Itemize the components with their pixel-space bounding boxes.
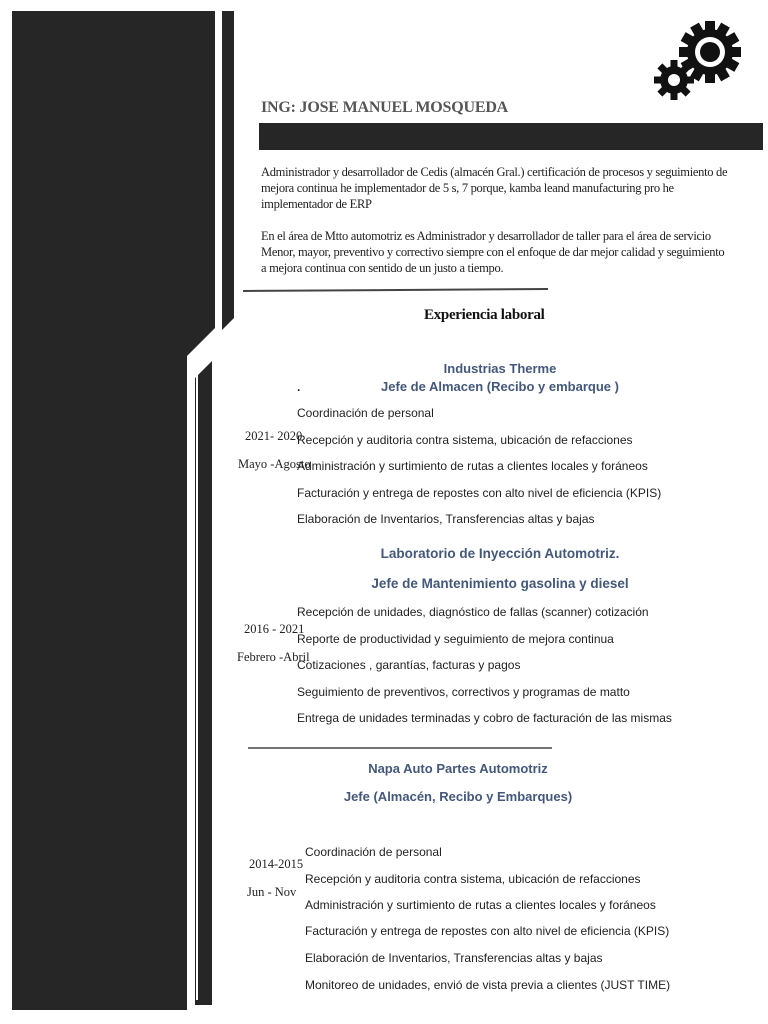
job-1-duty-5: Elaboración de Inventarios, Transferencias altas y bajas: [297, 512, 595, 526]
summary-divider: [243, 289, 548, 291]
job-2-duty-1: Recepción de unidades, diagnóstico de fallas (scanner) cotización: [297, 605, 649, 619]
job-1-bullet: .: [297, 380, 301, 394]
job-3-duty-2: Recepción y auditoria contra sistema, ubicación de refacciones: [305, 872, 641, 886]
job-1-duty-3: Administración y surtimiento de rutas a clientes locales y foráneos: [297, 459, 648, 473]
job-2-years: 2016 - 2021: [244, 622, 305, 636]
job-1-duty-1: Coordinación de personal: [297, 406, 434, 420]
job-3-duty-1: Coordinación de personal: [305, 845, 442, 859]
job-2-role: Jefe de Mantenimiento gasolina y diesel: [371, 576, 629, 591]
job-1-company: Industrias Therme: [443, 361, 557, 376]
job-1-months: Mayo -Agosto: [238, 457, 311, 471]
job-3-duty-3: Administración y surtimiento de rutas a clientes locales y foráneos: [305, 898, 656, 912]
job-2-duty-2: Reporte de productividad y seguimiento de mejora continua: [297, 632, 614, 646]
job-3-months: Jun - Nov: [247, 885, 297, 899]
top-vertical-strip: [222, 11, 234, 330]
job-1-duty-4: Facturación y entrega de repostes con alto nivel de eficiencia (KPIS): [297, 486, 662, 500]
job-3-years: 2014-2015: [249, 857, 304, 871]
name-bar: [259, 123, 763, 150]
summary-paragraph-2: En el área de Mtto automotriz es Administrador y desarrollador de taller para el área de servicio Menor, mayor, preventivo y correctivo siempre con el enfoque de dar mejor calidad y seguimiento a mejora continua con sentido de un justo a tiempo.: [261, 229, 725, 275]
section-title: Experiencia laboral: [424, 307, 545, 323]
job-2-duty-5: Entrega de unidades terminadas y cobro de facturación de las mismas: [297, 711, 672, 725]
job-1-role: Jefe de Almacen (Recibo y embarque ): [381, 379, 619, 394]
job-3-duty-5: Elaboración de Inventarios, Transferencias altas y bajas: [305, 951, 603, 965]
job-3-role: Jefe (Almacén, Recibo y Embarques): [343, 789, 573, 804]
job-2-duty-4: Seguimiento de preventivos, correctivos y programas de matto: [297, 685, 630, 699]
left-dark-panel: [12, 11, 215, 1010]
job-1-years: 2021- 2020: [245, 429, 303, 443]
job-3-duty-4: Facturación y entrega de repostes con alto nivel de eficiencia (KPIS): [305, 924, 670, 938]
job-2-months: Febrero -Abril: [237, 650, 310, 664]
job-2-duty-3: Cotizaciones , garantías, facturas y pagos: [297, 658, 521, 672]
candidate-name: ING: JOSE MANUEL MOSQUEDA: [261, 99, 509, 116]
job-3-company: Napa Auto Partes Automotriz: [368, 761, 548, 776]
summary-paragraph-1: Administrador y desarrollador de Cedis (almacén Gral.) certificación de procesos y seguimiento de mejora continua he implementador de 5 s, 7 porque, kamba leand manufacturing pro he implementador de ERP: [261, 165, 728, 211]
job-3-duty-6: Monitoreo de unidades, envió de vista previa a clientes (JUST TIME): [305, 978, 671, 992]
job-1-duty-2: Recepción y auditoria contra sistema, ubicación de refacciones: [297, 433, 633, 447]
job-2-company: Laboratorio de Inyección Automotriz.: [380, 546, 620, 561]
gears-icon: [654, 21, 741, 100]
